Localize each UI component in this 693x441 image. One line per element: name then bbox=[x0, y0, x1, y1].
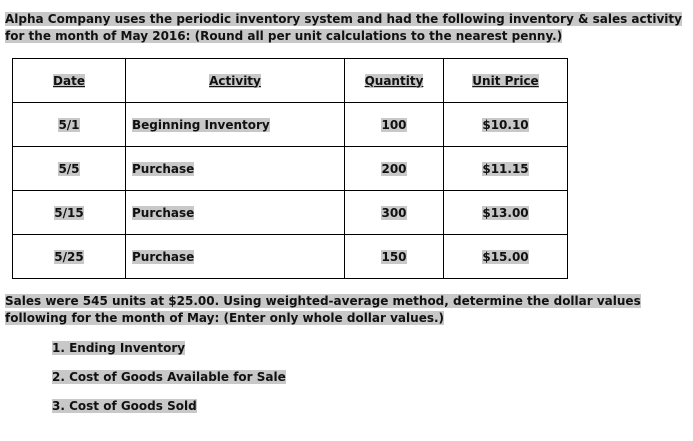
cell-date: 5/15 bbox=[13, 191, 126, 235]
table-row bbox=[13, 147, 568, 191]
cell-quantity: 100 bbox=[345, 103, 444, 147]
cell-date: 5/1 bbox=[13, 103, 126, 147]
cell-quantity: 150 bbox=[345, 235, 444, 279]
header-unit-price: Unit Price bbox=[444, 59, 568, 103]
cell-unit-price: $13.00 bbox=[444, 191, 568, 235]
intro-paragraph bbox=[5, 11, 689, 45]
cell-quantity: 300 bbox=[345, 191, 444, 235]
table-row bbox=[13, 103, 568, 147]
intro-text: Alpha Company uses the periodic inventory system and had the following inventory & sales activity for the month of May 2016: (Round all per unit calculations to the nearest penny.) bbox=[5, 12, 682, 43]
list-item: 3. Cost of Goods Sold bbox=[52, 399, 197, 413]
sales-paragraph bbox=[5, 293, 689, 327]
cell-activity: Purchase bbox=[126, 235, 345, 279]
cell-unit-price: $15.00 bbox=[444, 235, 568, 279]
cell-date: 5/5 bbox=[13, 147, 126, 191]
cell-quantity: 200 bbox=[345, 147, 444, 191]
inventory-activity-table bbox=[12, 58, 568, 279]
cell-date: 5/25 bbox=[13, 235, 126, 279]
list-item: 2. Cost of Goods Available for Sale bbox=[52, 370, 286, 384]
header-quantity: Quantity bbox=[345, 59, 444, 103]
list-item: 1. Ending Inventory bbox=[52, 341, 186, 355]
table-row bbox=[13, 235, 568, 279]
cell-unit-price: $11.15 bbox=[444, 147, 568, 191]
table-header-row bbox=[13, 59, 568, 103]
cell-unit-price: $10.10 bbox=[444, 103, 568, 147]
header-date: Date bbox=[13, 59, 126, 103]
cell-activity: Purchase bbox=[126, 191, 345, 235]
cell-activity: Purchase bbox=[126, 147, 345, 191]
question-list bbox=[52, 340, 286, 427]
cell-activity: Beginning Inventory bbox=[126, 103, 345, 147]
sales-text: Sales were 545 units at $25.00. Using weighted-average method, determine the dollar values following for the month of May: (Enter only whole dollar values.) bbox=[5, 294, 641, 325]
table-row bbox=[13, 191, 568, 235]
header-activity: Activity bbox=[126, 59, 345, 103]
